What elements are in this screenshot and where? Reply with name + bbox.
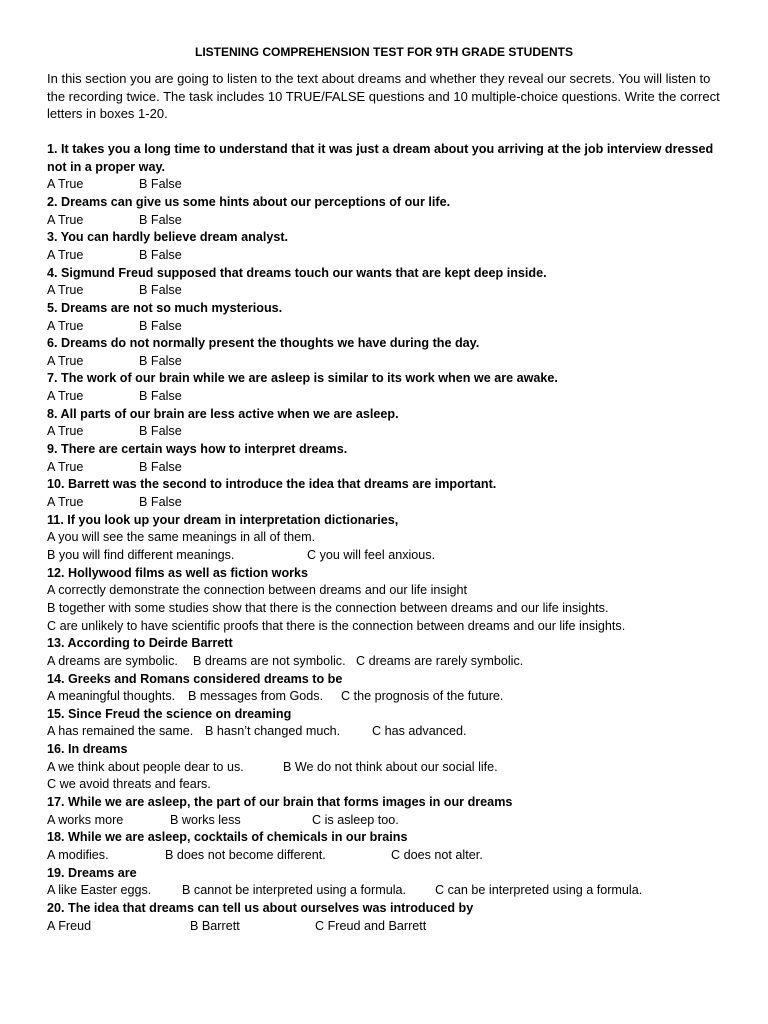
- question-12: 12. Hollywood films as well as fiction works: [47, 565, 309, 580]
- option-c: C are unlikely to have scientific proofs that there is the connection between dreams and our life insights.: [47, 618, 626, 633]
- question-9: 9. There are certain ways how to interpret dreams.: [47, 442, 348, 457]
- options-3: [47, 247, 727, 265]
- option-a: A you will see the same meanings in all of them.: [47, 530, 316, 545]
- question-15: 15. Since Freud the science on dreaming: [47, 706, 292, 721]
- option-a: A works more: [47, 812, 124, 827]
- option-b: B False: [139, 353, 182, 368]
- options-11: [47, 547, 727, 565]
- question-8: 8. All parts of our brain are less active when we are asleep.: [47, 406, 399, 421]
- options-14: [47, 688, 727, 706]
- option-a: A modifies.: [47, 848, 109, 862]
- options-20: [47, 918, 727, 936]
- option-b: B works less: [170, 812, 241, 827]
- question-20: 20. The idea that dreams can tell us about ourselves was introduced by: [47, 900, 474, 915]
- option-a: A True: [47, 424, 84, 439]
- option-a: A dreams are symbolic.: [47, 653, 178, 668]
- option-c: C Freud and Barrett: [315, 918, 427, 933]
- options-4: [47, 282, 727, 300]
- option-b: B dreams are not symbolic.: [193, 653, 346, 668]
- option-b: B you will find different meanings.: [47, 547, 235, 562]
- option-b: B False: [139, 318, 182, 333]
- option-b: B False: [139, 212, 182, 227]
- question-7: 7. The work of our brain while we are asleep is similar to its work when we are awake.: [47, 371, 558, 386]
- options-19: [47, 882, 727, 900]
- options-13: [47, 653, 727, 671]
- options-18: [47, 847, 727, 865]
- options-6: [47, 353, 727, 371]
- option-c: C has advanced.: [372, 724, 467, 739]
- option-a: A True: [47, 353, 84, 368]
- options-9: [47, 459, 727, 477]
- question-17: 17. While we are asleep, the part of our brain that forms images in our dreams: [47, 795, 513, 810]
- option-a: A True: [47, 212, 84, 227]
- option-a: A True: [47, 494, 84, 509]
- option-b: B False: [139, 389, 182, 404]
- intro-paragraph: In this section you are going to listen to the text about dreams and whether they reveal our secrets. You will listen to the recording twice. The task includes 10 TRUE/FALSE questions and 10 multiple-choice questions. Write the correct letters in boxes 1-20.: [47, 71, 720, 122]
- question-19: 19. Dreams are: [47, 865, 137, 880]
- question-3: 3. You can hardly believe dream analyst.: [47, 230, 289, 245]
- page-title: LISTENING COMPREHENSION TEST FOR 9TH GRADE STUDENTS: [194, 45, 574, 59]
- option-a: A True: [47, 247, 84, 262]
- option-a: A correctly demonstrate the connection between dreams and our life insight: [47, 583, 468, 598]
- option-a: A True: [47, 283, 84, 298]
- option-b: B together with some studies show that there is the connection between dreams and our life insights.: [47, 600, 609, 615]
- question-10: 10. Barrett was the second to introduce the idea that dreams are important.: [47, 477, 497, 492]
- question-list: [47, 141, 727, 935]
- options-5: [47, 318, 727, 336]
- option-b: B cannot be interpreted using a formula.: [182, 883, 407, 898]
- option-b: B hasn’t changed much.: [205, 724, 341, 739]
- option-b: B False: [139, 177, 182, 192]
- options-8: [47, 423, 727, 441]
- question-18: 18. While we are asleep, cocktails of chemicals in our brains: [47, 830, 408, 845]
- option-b: B does not become different.: [165, 848, 326, 862]
- option-a: A True: [47, 177, 84, 192]
- option-b: B messages from Gods.: [188, 689, 324, 704]
- options-1: [47, 176, 727, 194]
- question-6: 6. Dreams do not normally present the thoughts we have during the day.: [47, 336, 480, 351]
- option-a: A Freud: [47, 918, 92, 933]
- option-c: C can be interpreted using a formula.: [435, 883, 643, 898]
- question-16: 16. In dreams: [47, 742, 128, 757]
- option-b: B False: [139, 283, 182, 298]
- option-b: B We do not think about our social life.: [283, 759, 498, 774]
- question-1: 1. It takes you a long time to understand that it was just a dream about you arriving at the job interview dressed not in a proper way.: [47, 142, 714, 174]
- options-17: [47, 812, 727, 830]
- options-16: [47, 759, 727, 777]
- option-a: A True: [47, 318, 84, 333]
- options-10: [47, 494, 727, 512]
- question-5: 5. Dreams are not so much mysterious.: [47, 300, 283, 315]
- options-15: [47, 723, 727, 741]
- question-14: 14. Greeks and Romans considered dreams to be: [47, 671, 343, 686]
- option-a: A like Easter eggs.: [47, 883, 152, 898]
- option-b: B False: [139, 424, 182, 439]
- option-a: A has remained the same.: [47, 724, 194, 739]
- option-b: B Barrett: [190, 918, 240, 933]
- option-b: B False: [139, 494, 182, 509]
- option-c: C is asleep too.: [312, 812, 399, 827]
- option-b: B False: [139, 459, 182, 474]
- option-c: C the prognosis of the future.: [341, 689, 504, 704]
- option-c: C we avoid threats and fears.: [47, 777, 211, 792]
- question-2: 2. Dreams can give us some hints about our perceptions of our life.: [47, 194, 451, 209]
- option-b: B False: [139, 247, 182, 262]
- option-a: A True: [47, 389, 84, 404]
- option-a: A True: [47, 459, 84, 474]
- option-c: C you will feel anxious.: [307, 547, 436, 562]
- question-13: 13. According to Deirde Barrett: [47, 636, 233, 651]
- question-11: 11. If you look up your dream in interpretation dictionaries,: [47, 512, 399, 527]
- option-c: C does not alter.: [391, 848, 483, 862]
- question-4: 4. Sigmund Freud supposed that dreams touch our wants that are kept deep inside.: [47, 265, 547, 280]
- option-c: C dreams are rarely symbolic.: [356, 653, 524, 668]
- options-7: [47, 388, 727, 406]
- option-a: A meaningful thoughts.: [47, 689, 176, 704]
- option-a: A we think about people dear to us.: [47, 759, 244, 774]
- options-2: [47, 212, 727, 230]
